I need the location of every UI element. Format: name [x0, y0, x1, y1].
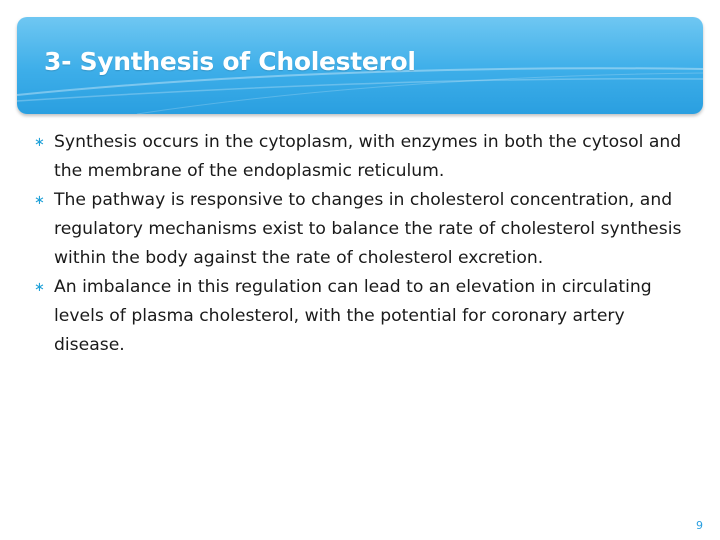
asterisk-bullet-icon: ∗: [34, 280, 45, 295]
page-number: 9: [696, 519, 703, 532]
bullet-text: An imbalance in this regulation can lead to an elevation in circulating levels of plasma cholesterol, with the potential for coronary artery disease.: [54, 277, 652, 355]
bullet-list: [34, 128, 684, 360]
asterisk-bullet-icon: ∗: [34, 135, 45, 150]
list-item: [34, 273, 684, 360]
list-item: [34, 186, 684, 273]
list-item: [34, 128, 684, 186]
bullet-text: The pathway is responsive to changes in cholesterol concentration, and regulatory mechanisms exist to balance the rate of cholesterol synthesis within the body against the rate of cholesterol excretion.: [54, 190, 682, 268]
slide-title: 3- Synthesis of Cholesterol: [44, 47, 416, 76]
bullet-text: Synthesis occurs in the cytoplasm, with enzymes in both the cytosol and the membrane of the endoplasmic reticulum.: [54, 132, 682, 181]
asterisk-bullet-icon: ∗: [34, 193, 45, 208]
